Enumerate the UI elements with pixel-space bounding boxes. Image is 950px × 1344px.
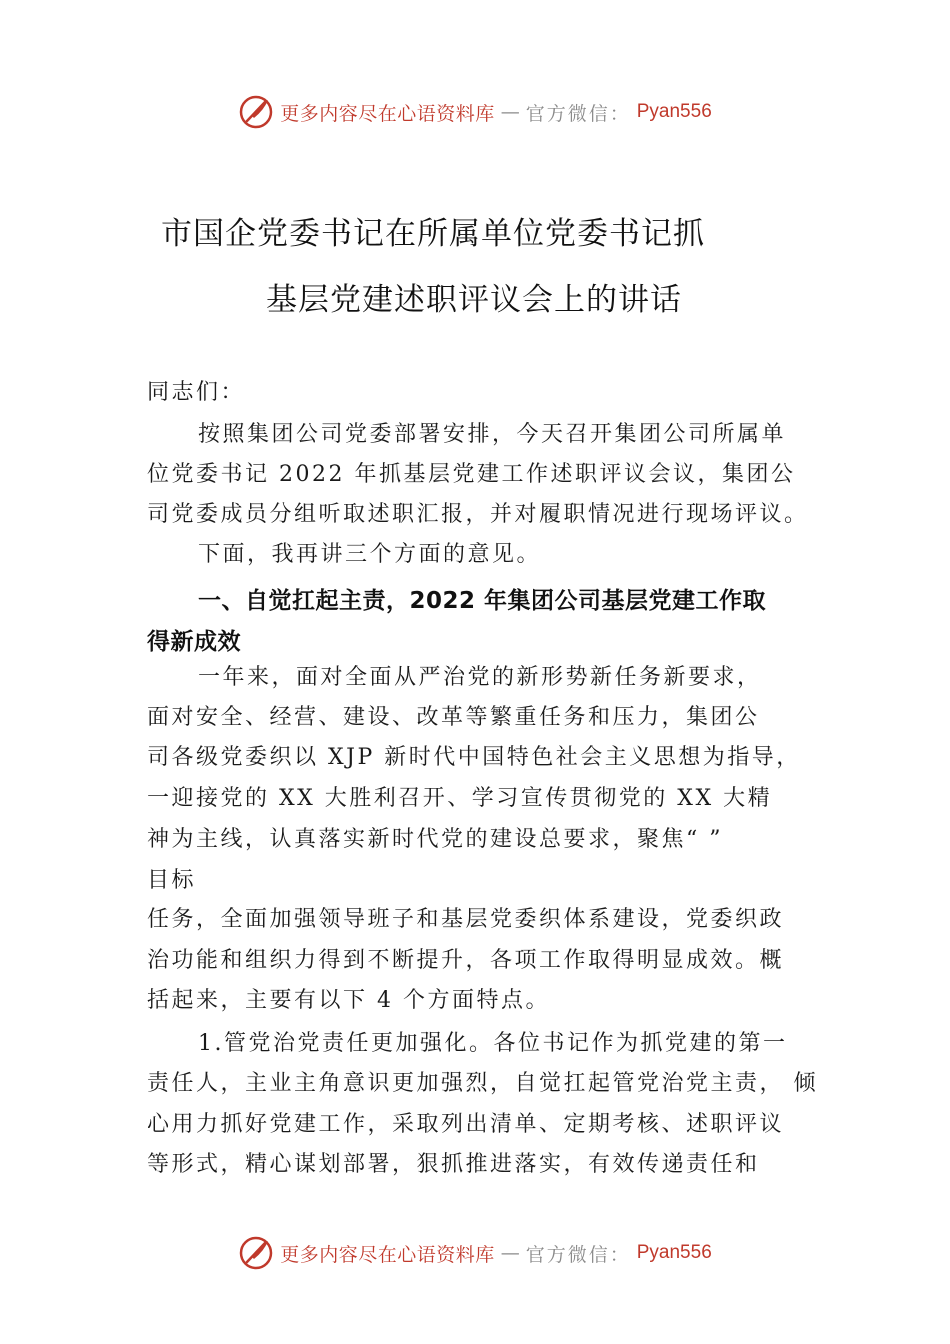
paragraph-line: 神为主线，认真落实新时代党的建设总要求，聚焦“ ” (147, 827, 723, 852)
banner-separator: — (500, 1242, 520, 1264)
document-title-line-2: 基层党建述职评议会上的讲话 (266, 282, 682, 318)
intro-line: 位党委书记 2022 年抓基层党建工作述职评议会议，集团公 (147, 462, 796, 487)
paragraph-line: 括起来，主要有以下 4 个方面特点。 (147, 988, 550, 1013)
banner-text: 更多内容尽在心语资料库 (280, 102, 495, 125)
section-heading-line: 一、自觉扛起主责，2022 年集团公司基层党建工作取 (198, 588, 767, 614)
intro-line: 按照集团公司党委部署安排，今天召开集团公司所属单 (198, 422, 787, 447)
paragraph-line: 司各级党委织以 XJP 新时代中国特色社会主义思想为指导， (147, 745, 801, 770)
salutation: 同志们： (147, 380, 246, 405)
quill-logo-icon (238, 1235, 274, 1271)
paragraph-line: 责任人，主业主角意识更加强烈，自觉扛起管党治党主责， 倾 (147, 1071, 818, 1096)
paragraph-line: 治功能和组织力得到不断提升，各项工作取得明显成效。概 (147, 948, 785, 973)
paragraph-line: 一迎接党的 XX 大胜利召开、学习宣传贯彻党的 XX 大精 (147, 786, 773, 811)
intro-line: 司党委成员分组听取述职汇报，并对履职情况进行现场评议。 (147, 502, 809, 527)
paragraph-line: 等形式，精心谋划部署，狠抓推进落实，有效传递责任和 (147, 1152, 760, 1177)
wechat-id: Pyan556 (636, 1242, 712, 1263)
wechat-id: Pyan556 (636, 101, 712, 122)
wechat-label: 官方微信： (525, 1243, 631, 1266)
paragraph-line: 心用力抓好党建工作，采取列出清单、定期考核、述职评议 (147, 1112, 785, 1137)
section-heading-line: 得新成效 (147, 629, 241, 655)
paragraph-line: 面对安全、经营、建设、改革等繁重任务和压力，集团公 (147, 705, 760, 730)
paragraph-line: 1.管党治党责任更加强化。各位书记作为抓党建的第一 (198, 1031, 788, 1056)
quill-logo-icon (238, 94, 274, 130)
banner-text: 更多内容尽在心语资料库 (280, 1243, 495, 1266)
header-banner (0, 92, 950, 132)
intro-line: 下面，我再讲三个方面的意见。 (198, 542, 542, 567)
wechat-label: 官方微信： (525, 102, 631, 125)
paragraph-line: 目标 (147, 868, 197, 893)
paragraph-line: 任务，全面加强领导班子和基层党委织体系建设，党委织政 (147, 907, 785, 932)
paragraph-line: 一年来，面对全面从严治党的新形势新任务新要求， (198, 665, 762, 690)
banner-separator: — (500, 101, 520, 123)
footer-banner (0, 1233, 950, 1273)
document-title-line-1: 市国企党委书记在所属单位党委书记抓 (161, 216, 705, 252)
